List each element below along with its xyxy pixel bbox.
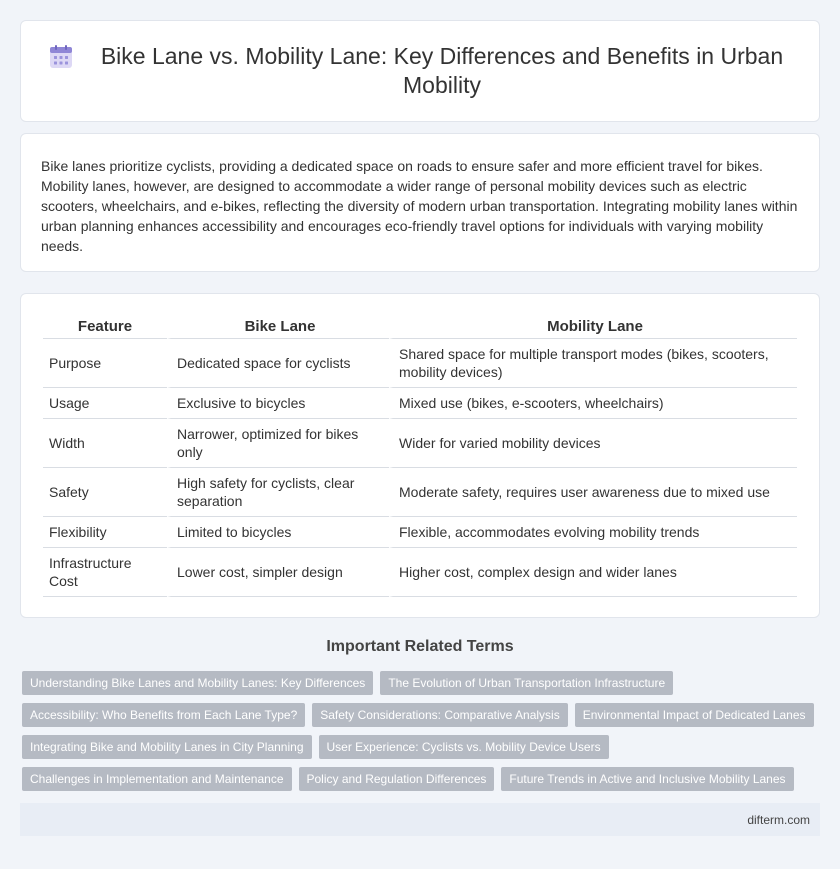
- site-link[interactable]: difterm.com: [747, 812, 810, 827]
- related-terms-title: Important Related Terms: [326, 638, 514, 655]
- related-term-tag[interactable]: Understanding Bike Lanes and Mobility Lanes: Key Differences: [22, 671, 373, 695]
- related-term-tag[interactable]: Integrating Bike and Mobility Lanes in City Planning: [22, 735, 312, 759]
- row-mobility-lane: Shared space for multiple transport modes (bikes, scooters, mobility devices): [389, 339, 797, 388]
- related-term-tag[interactable]: Challenges in Implementation and Maintenance: [22, 767, 292, 791]
- page-title: Bike Lane vs. Mobility Lane: Key Differences and Benefits in Urban Mobility: [100, 43, 784, 98]
- row-bike-lane: Lower cost, simpler design: [167, 548, 389, 597]
- row-bike-lane: High safety for cyclists, clear separation: [167, 468, 389, 517]
- related-term-tag[interactable]: Future Trends in Active and Inclusive Mobility Lanes: [501, 767, 793, 791]
- intro-card: [20, 133, 820, 272]
- row-bike-lane: Exclusive to bicycles: [167, 388, 389, 419]
- header-bike-lane: Bike Lane: [167, 312, 389, 339]
- row-feature: Infrastructure Cost: [43, 548, 167, 597]
- table-header-row: [43, 312, 797, 339]
- comparison-table-card: [20, 293, 820, 618]
- row-feature: Safety: [43, 468, 167, 517]
- row-feature: Flexibility: [43, 517, 167, 548]
- table-row: [43, 339, 797, 388]
- table-row: [43, 419, 797, 468]
- row-feature: Usage: [43, 388, 167, 419]
- header-mobility-lane: Mobility Lane: [389, 312, 797, 339]
- row-bike-lane: Narrower, optimized for bikes only: [167, 419, 389, 468]
- header-feature: Feature: [43, 312, 167, 339]
- row-mobility-lane: Higher cost, complex design and wider lanes: [389, 548, 797, 597]
- table-row: [43, 517, 797, 548]
- table-row: [43, 388, 797, 419]
- row-bike-lane: Dedicated space for cyclists: [167, 339, 389, 388]
- row-feature: Width: [43, 419, 167, 468]
- related-term-tag[interactable]: Environmental Impact of Dedicated Lanes: [575, 703, 814, 727]
- header: [48, 42, 792, 100]
- row-mobility-lane: Mixed use (bikes, e-scooters, wheelchairs): [389, 388, 797, 419]
- intro-paragraph: Bike lanes prioritize cyclists, providing a dedicated space on roads to ensure safer and more efficient travel for bikes. Mobility lanes, however, are designed to accommodate a wider range of personal mobility devices such as electric scooters, wheelchairs, and e-bikes, reflecting the diversity of modern urban transportation. Integrating mobility lanes within urban planning enhances accessibility and encourages eco-friendly travel options for individuals with varying mobility needs.: [41, 158, 798, 254]
- row-mobility-lane: Flexible, accommodates evolving mobility trends: [389, 517, 797, 548]
- related-term-tag[interactable]: User Experience: Cyclists vs. Mobility Device Users: [319, 735, 609, 759]
- related-terms-list: [22, 671, 820, 791]
- row-mobility-lane: Moderate safety, requires user awareness due to mixed use: [389, 468, 797, 517]
- footer: [20, 803, 820, 836]
- related-term-tag[interactable]: Accessibility: Who Benefits from Each Lane Type?: [22, 703, 305, 727]
- table-row: [43, 468, 797, 517]
- row-feature: Purpose: [43, 339, 167, 388]
- header-card: [20, 20, 820, 122]
- row-mobility-lane: Wider for varied mobility devices: [389, 419, 797, 468]
- related-term-tag[interactable]: Safety Considerations: Comparative Analysis: [312, 703, 567, 727]
- related-term-tag[interactable]: The Evolution of Urban Transportation Infrastructure: [380, 671, 673, 695]
- comparison-table: [43, 312, 797, 597]
- table-row: [43, 548, 797, 597]
- related-term-tag[interactable]: Policy and Regulation Differences: [299, 767, 495, 791]
- row-bike-lane: Limited to bicycles: [167, 517, 389, 548]
- calendar-icon: [48, 44, 74, 70]
